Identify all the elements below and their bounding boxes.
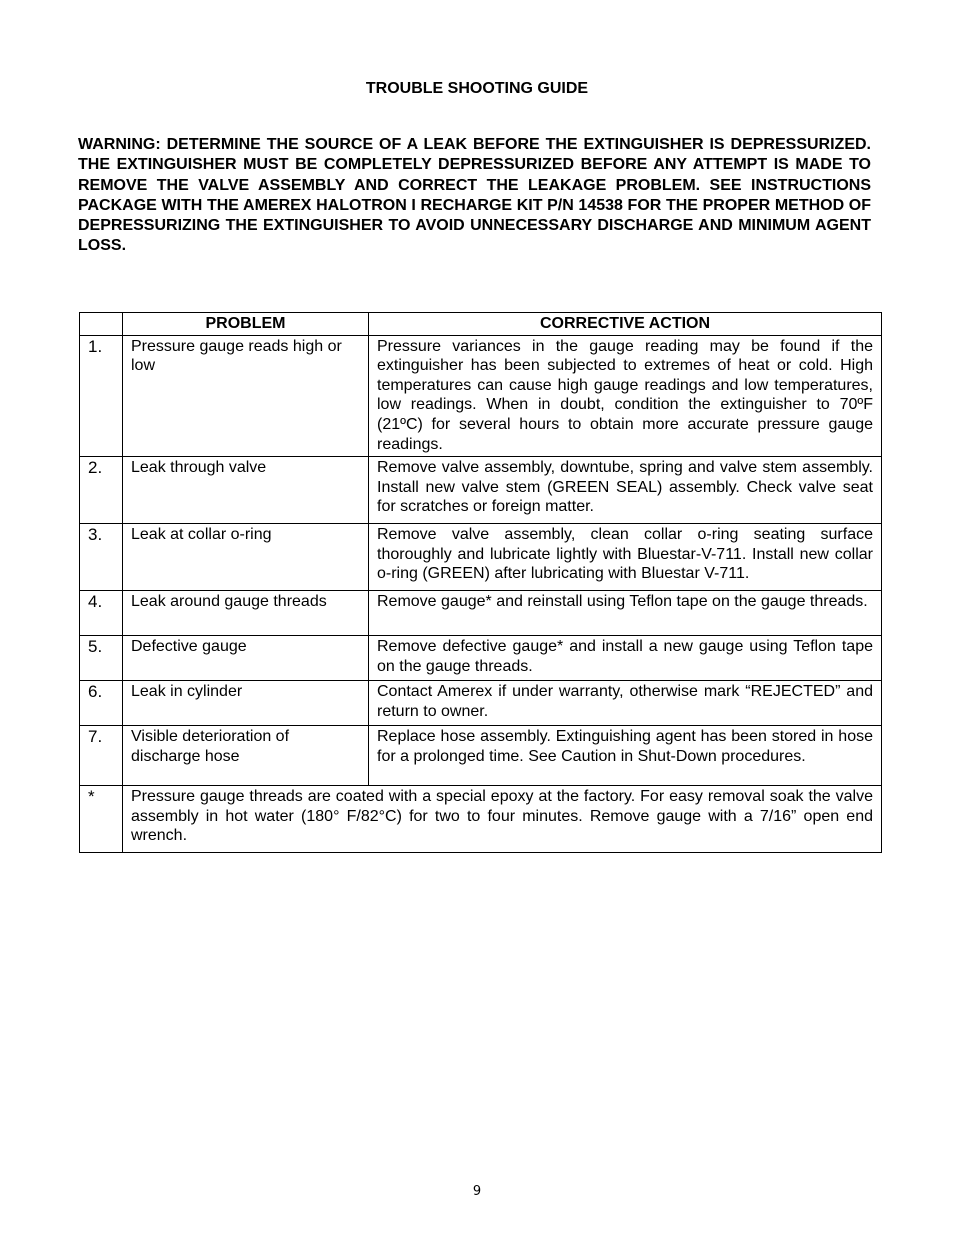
row-problem: Defective gauge <box>123 636 369 681</box>
row-action: Pressure variances in the gauge reading may be found if the extinguisher has been subjected to extremes of heat or cold. High temperatures can cause high gauge readings and low temperatures, low readings. When in doubt, condition the extinguisher to 70ºF (21ºC) for several hours to obtain more accurate pressure gauge readings. <box>369 335 882 457</box>
row-problem: Leak at collar o-ring <box>123 524 369 591</box>
table-row <box>80 591 882 636</box>
row-number: 7. <box>80 726 123 786</box>
table-row <box>80 335 882 457</box>
table-header-row <box>80 313 882 336</box>
troubleshooting-table <box>79 312 882 853</box>
footnote-row <box>80 786 882 853</box>
row-number: 1. <box>80 335 123 457</box>
header-problem: PROBLEM <box>123 313 369 336</box>
row-action: Contact Amerex if under warranty, otherwise mark “REJECTED” and return to owner. <box>369 681 882 726</box>
row-action: Remove valve assembly, clean collar o-ring seating surface thoroughly and lubricate lightly with Bluestar-V-711. Install new collar o-ring (GREEN) after lubricating with Bluestar V-711. <box>369 524 882 591</box>
page-number: 9 <box>472 1184 482 1199</box>
row-problem: Leak through valve <box>123 457 369 524</box>
row-number: 5. <box>80 636 123 681</box>
row-number: 2. <box>80 457 123 524</box>
table-row <box>80 681 882 726</box>
row-problem: Leak in cylinder <box>123 681 369 726</box>
header-corrective-action: CORRECTIVE ACTION <box>369 313 882 336</box>
header-number <box>80 313 123 336</box>
row-action: Replace hose assembly. Extinguishing agent has been stored in hose for a prolonged time. See Caution in Shut-Down procedures. <box>369 726 882 786</box>
row-problem: Visible deterioration of discharge hose <box>123 726 369 786</box>
row-number: 6. <box>80 681 123 726</box>
table-row <box>80 457 882 524</box>
page-title: TROUBLE SHOOTING GUIDE <box>365 80 589 97</box>
table-row <box>80 726 882 786</box>
row-action: Remove defective gauge* and install a new gauge using Teflon tape on the gauge threads. <box>369 636 882 681</box>
row-action: Remove valve assembly, downtube, spring and valve stem assembly. Install new valve stem (GREEN SEAL) assembly. Check valve seat for scratches or foreign matter. <box>369 457 882 524</box>
footnote-marker: * <box>80 786 123 853</box>
row-problem: Leak around gauge threads <box>123 591 369 636</box>
row-action: Remove gauge* and reinstall using Teflon tape on the gauge threads. <box>369 591 882 636</box>
table-row <box>80 524 882 591</box>
row-number: 4. <box>80 591 123 636</box>
footnote-text: Pressure gauge threads are coated with a special epoxy at the factory. For easy removal soak the valve assembly in hot water (180° F/82°C) for two to four minutes. Remove gauge with a 7/16” open end wrench. <box>123 786 882 853</box>
table-row <box>80 636 882 681</box>
warning-text: WARNING: DETERMINE THE SOURCE OF A LEAK BEFORE THE EXTINGUISHER IS DEPRESSURIZED. THE EXTINGUISHER MUST BE COMPLETELY DEPRESSURIZED BEFORE ANY ATTEMPT IS MADE TO REMOVE THE VALVE ASSEMBLY AND CORRECT THE LEAKAGE PROBLEM. SEE INSTRUCTIONS PACKAGE WITH THE AMEREX HALOTRON I RECHARGE KIT P/N 14538 FOR THE PROPER METHOD OF DEPRESSURIZING THE EXTINGUISHER TO AVOID UNNECESSARY DISCHARGE AND MINIMUM AGENT LOSS. <box>78 136 871 255</box>
row-number: 3. <box>80 524 123 591</box>
row-problem: Pressure gauge reads high or low <box>123 335 369 457</box>
